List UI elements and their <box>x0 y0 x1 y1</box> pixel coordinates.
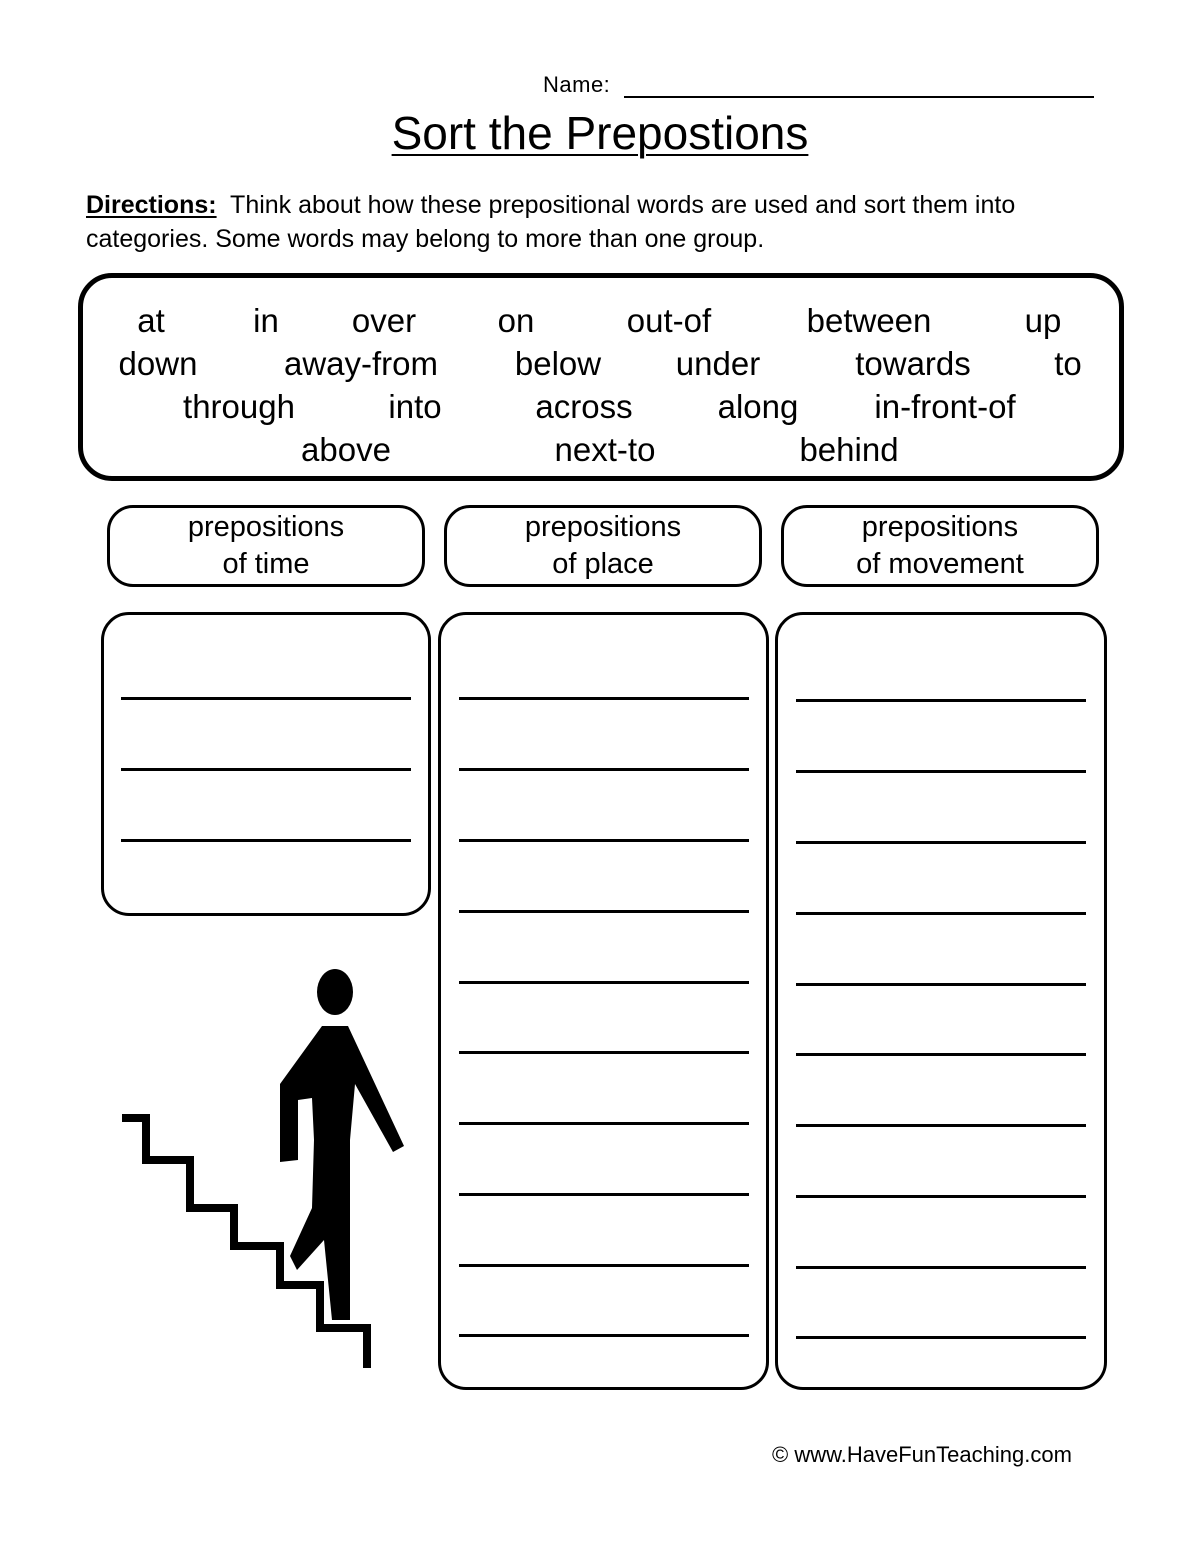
category-header-place <box>444 505 762 587</box>
word-out-of: out-of <box>626 302 712 339</box>
category-time-line1: prepositions <box>187 511 345 543</box>
category-place-line1: prepositions <box>524 511 682 543</box>
directions-text: Think about how these prepositional words are used and sort them into categories. Some words may belong to more than one group. <box>86 191 1016 253</box>
answer-line-movement[interactable] <box>796 1053 1086 1056</box>
answer-line-place[interactable] <box>459 1193 749 1196</box>
answer-line-movement[interactable] <box>796 912 1086 915</box>
answer-line-place[interactable] <box>459 1334 749 1337</box>
answer-line-movement[interactable] <box>796 1195 1086 1198</box>
answer-line-movement[interactable] <box>796 770 1086 773</box>
answer-line-time[interactable] <box>121 839 411 842</box>
category-header-movement <box>781 505 1099 587</box>
answer-line-movement[interactable] <box>796 1124 1086 1127</box>
word-behind: behind <box>799 431 899 468</box>
copyright-footer: © www.HaveFunTeaching.com <box>772 1442 1072 1467</box>
word-on: on <box>497 302 535 339</box>
word-over: over <box>351 302 417 339</box>
word-towards: towards <box>855 345 971 382</box>
person-walking-down-stairs-icon <box>110 960 420 1380</box>
answer-line-movement[interactable] <box>796 699 1086 702</box>
word-between: between <box>806 302 932 339</box>
word-down: down <box>118 345 198 382</box>
answer-box-time <box>101 612 431 916</box>
category-header-time <box>107 505 425 587</box>
answer-box-movement <box>775 612 1107 1390</box>
word-away-from: away-from <box>283 345 439 382</box>
answer-line-place[interactable] <box>459 697 749 700</box>
answer-line-movement[interactable] <box>796 841 1086 844</box>
page-title <box>0 106 1200 160</box>
answer-line-place[interactable] <box>459 981 749 984</box>
word-through: through <box>183 388 295 425</box>
name-blank-line[interactable] <box>624 96 1094 98</box>
category-time-line2: of time <box>222 548 310 580</box>
answer-line-place[interactable] <box>459 1264 749 1267</box>
directions <box>86 188 1126 256</box>
answer-line-place[interactable] <box>459 1122 749 1125</box>
word-along: along <box>717 388 799 425</box>
answer-line-time[interactable] <box>121 768 411 771</box>
directions-label: Directions: <box>86 191 217 219</box>
word-below: below <box>514 345 602 382</box>
word-in-front-of: in-front-of <box>874 388 1016 425</box>
answer-line-time[interactable] <box>121 697 411 700</box>
answer-line-place[interactable] <box>459 839 749 842</box>
category-movement-line2: of movement <box>856 548 1024 580</box>
answer-box-place <box>438 612 769 1390</box>
answer-line-place[interactable] <box>459 1051 749 1054</box>
word-in: in <box>253 302 279 339</box>
category-place-line2: of place <box>552 548 654 580</box>
word-above: above <box>301 431 391 468</box>
page-title-text: Sort the Prepostions <box>391 107 809 159</box>
word-into: into <box>388 388 442 425</box>
name-label: Name: <box>543 72 611 97</box>
answer-line-movement[interactable] <box>796 1266 1086 1269</box>
word-under: under <box>675 345 761 382</box>
word-to: to <box>1054 345 1082 382</box>
answer-line-place[interactable] <box>459 910 749 913</box>
word-across: across <box>535 388 633 425</box>
word-next-to: next-to <box>554 431 656 468</box>
answer-line-movement[interactable] <box>796 983 1086 986</box>
answer-line-place[interactable] <box>459 768 749 771</box>
word-up: up <box>1024 302 1062 339</box>
answer-line-movement[interactable] <box>796 1336 1086 1339</box>
category-movement-line1: prepositions <box>861 511 1019 543</box>
word-at: at <box>137 302 165 339</box>
